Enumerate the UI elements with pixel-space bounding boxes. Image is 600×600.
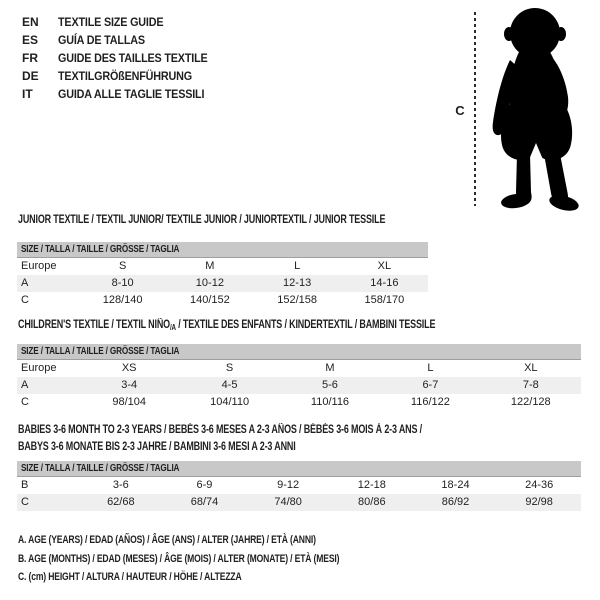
table-row bbox=[17, 494, 581, 511]
table-cell: XL bbox=[377, 260, 392, 272]
row-label: C bbox=[21, 496, 29, 508]
table-row bbox=[17, 394, 581, 411]
babies-title-line2: BABYS 3-6 MONATE BIS 2-3 JAHRE / BAMBINI 3-6 MESI A 2-3 ANNI bbox=[18, 441, 296, 453]
table-cell: 62/68 bbox=[107, 496, 135, 508]
table-cell: 104/110 bbox=[210, 396, 250, 408]
table-cell: 5-6 bbox=[322, 379, 338, 391]
row-label: A bbox=[21, 277, 29, 289]
table-cell: 3-6 bbox=[112, 479, 129, 491]
junior-title-text: JUNIOR TEXTILE / TEXTIL JUNIOR/ TEXTILE JUNIOR / JUNIORTEXTIL / JUNIOR TESSILE bbox=[18, 214, 386, 226]
language-header bbox=[22, 13, 224, 103]
table-cell: 122/128 bbox=[510, 396, 551, 408]
junior-size-table bbox=[17, 242, 428, 309]
table-cell: 128/140 bbox=[102, 294, 143, 306]
language-row bbox=[22, 13, 224, 31]
table-cell: 92/98 bbox=[525, 496, 553, 508]
row-label: B bbox=[21, 479, 29, 491]
table-cell: 98/104 bbox=[112, 396, 147, 408]
language-row bbox=[22, 49, 224, 67]
size-header-bar bbox=[17, 344, 581, 360]
language-label: GUIDA ALLE TAGLIE TESSILI bbox=[58, 87, 205, 101]
language-row bbox=[22, 85, 224, 103]
table-row bbox=[17, 360, 581, 377]
legend-line-b bbox=[18, 550, 430, 569]
children-title-suffix: / TEXTILE DES ENFANTS / KINDERTEXTIL / BAMBINI TESSILE bbox=[175, 319, 436, 331]
babies-size-table bbox=[17, 461, 581, 511]
table-cell: 110/116 bbox=[310, 396, 350, 408]
language-label: GUIDE DES TAILLES TEXTILE bbox=[58, 51, 208, 65]
language-label: TEXTILGRÖßENFÜHRUNG bbox=[58, 69, 192, 83]
table-cell: 4-5 bbox=[221, 379, 238, 391]
language-code: FR bbox=[22, 51, 38, 65]
table-cell: 24-36 bbox=[525, 479, 554, 491]
babies-title-line1: BABIES 3-6 MONTH TO 2-3 YEARS / BEBÉS 3-6 MESES A 2-3 AÑOS / BÉBÉS 3-6 MOIS À 2-3 ANS / bbox=[18, 424, 422, 436]
language-row bbox=[22, 67, 224, 85]
babies-section-title bbox=[18, 422, 536, 456]
table-row bbox=[17, 275, 428, 292]
table-cell: 7-8 bbox=[522, 379, 539, 391]
table-cell: 86/92 bbox=[441, 496, 470, 508]
table-cell: 6-9 bbox=[196, 479, 213, 491]
table-cell: 12-18 bbox=[357, 479, 386, 491]
children-title-text bbox=[18, 317, 435, 334]
table-cell: 152/158 bbox=[277, 294, 317, 306]
size-header-text: SIZE / TALLA / TAILLE / GRÖSSE / TAGLIA bbox=[21, 345, 180, 357]
table-cell: M bbox=[325, 362, 335, 374]
table-cell: 116/122 bbox=[410, 396, 450, 408]
table-cell: 9-12 bbox=[277, 479, 300, 491]
language-row bbox=[22, 31, 224, 49]
children-title-subscript: /A bbox=[169, 323, 176, 332]
row-label: A bbox=[21, 379, 29, 391]
legend-line-a bbox=[18, 531, 430, 550]
table-row bbox=[17, 292, 428, 309]
children-size-table bbox=[17, 344, 581, 411]
language-code: IT bbox=[22, 87, 33, 101]
table-cell: 10-12 bbox=[195, 277, 224, 289]
language-label: GUÍA DE TALLAS bbox=[58, 33, 145, 47]
table-cell: XS bbox=[121, 362, 137, 374]
size-header-bar bbox=[17, 242, 428, 258]
size-header-text: SIZE / TALLA / TAILLE / GRÖSSE / TAGLIA bbox=[21, 462, 180, 474]
size-header-bar bbox=[17, 461, 581, 477]
junior-section-title bbox=[18, 212, 489, 229]
table-cell: 8-10 bbox=[111, 277, 134, 289]
table-cell: S bbox=[118, 260, 127, 272]
table-row bbox=[17, 377, 581, 394]
table-cell: 74/80 bbox=[274, 496, 302, 508]
legend-b-text: B. AGE (MONTHS) / EDAD (MESES) / ÂGE (MOIS) / ALTER (MONATE) / ETÀ (MESI) bbox=[18, 552, 340, 565]
table-cell: 140/152 bbox=[189, 294, 230, 306]
height-measure-label: C bbox=[455, 103, 465, 118]
language-label: TEXTILE SIZE GUIDE bbox=[58, 15, 164, 29]
language-code: ES bbox=[22, 33, 39, 47]
children-title-prefix: CHILDREN'S TEXTILE / TEXTIL NIÑO bbox=[18, 319, 170, 331]
legend bbox=[18, 531, 430, 587]
table-cell: M bbox=[205, 260, 215, 272]
table-row bbox=[17, 258, 428, 275]
table-cell: 80/86 bbox=[358, 496, 386, 508]
row-label: C bbox=[21, 294, 29, 306]
language-code: EN bbox=[22, 15, 39, 29]
table-cell: 14-16 bbox=[370, 277, 399, 289]
height-measure-line bbox=[474, 12, 476, 206]
baby-silhouette-icon bbox=[482, 6, 596, 212]
size-header-text: SIZE / TALLA / TAILLE / GRÖSSE / TAGLIA bbox=[21, 243, 180, 255]
table-cell: 158/170 bbox=[364, 294, 405, 306]
legend-c-text: C. (cm) HEIGHT / ALTURA / HAUTEUR / HÖHE / ALTEZZA bbox=[18, 571, 242, 583]
table-cell: 12-13 bbox=[283, 277, 312, 289]
row-label: Europe bbox=[21, 362, 57, 374]
language-code: DE bbox=[22, 69, 39, 83]
table-cell: 18-24 bbox=[441, 479, 470, 491]
legend-line-c bbox=[18, 568, 430, 587]
table-cell: S bbox=[225, 362, 234, 374]
table-cell: 68/74 bbox=[190, 496, 219, 508]
table-cell: L bbox=[427, 362, 434, 374]
children-section-title bbox=[18, 317, 553, 334]
table-cell: 6-7 bbox=[422, 379, 439, 391]
table-row bbox=[17, 477, 581, 494]
row-label: C bbox=[21, 396, 29, 408]
table-cell: XL bbox=[524, 362, 538, 374]
legend-a-text: A. AGE (YEARS) / EDAD (AÑOS) / ÂGE (ANS) / ALTER (JAHRE) / ETÀ (ANNI) bbox=[18, 534, 316, 546]
table-cell: 3-4 bbox=[121, 379, 138, 391]
table-cell: L bbox=[294, 260, 301, 272]
row-label: Europe bbox=[21, 260, 57, 272]
